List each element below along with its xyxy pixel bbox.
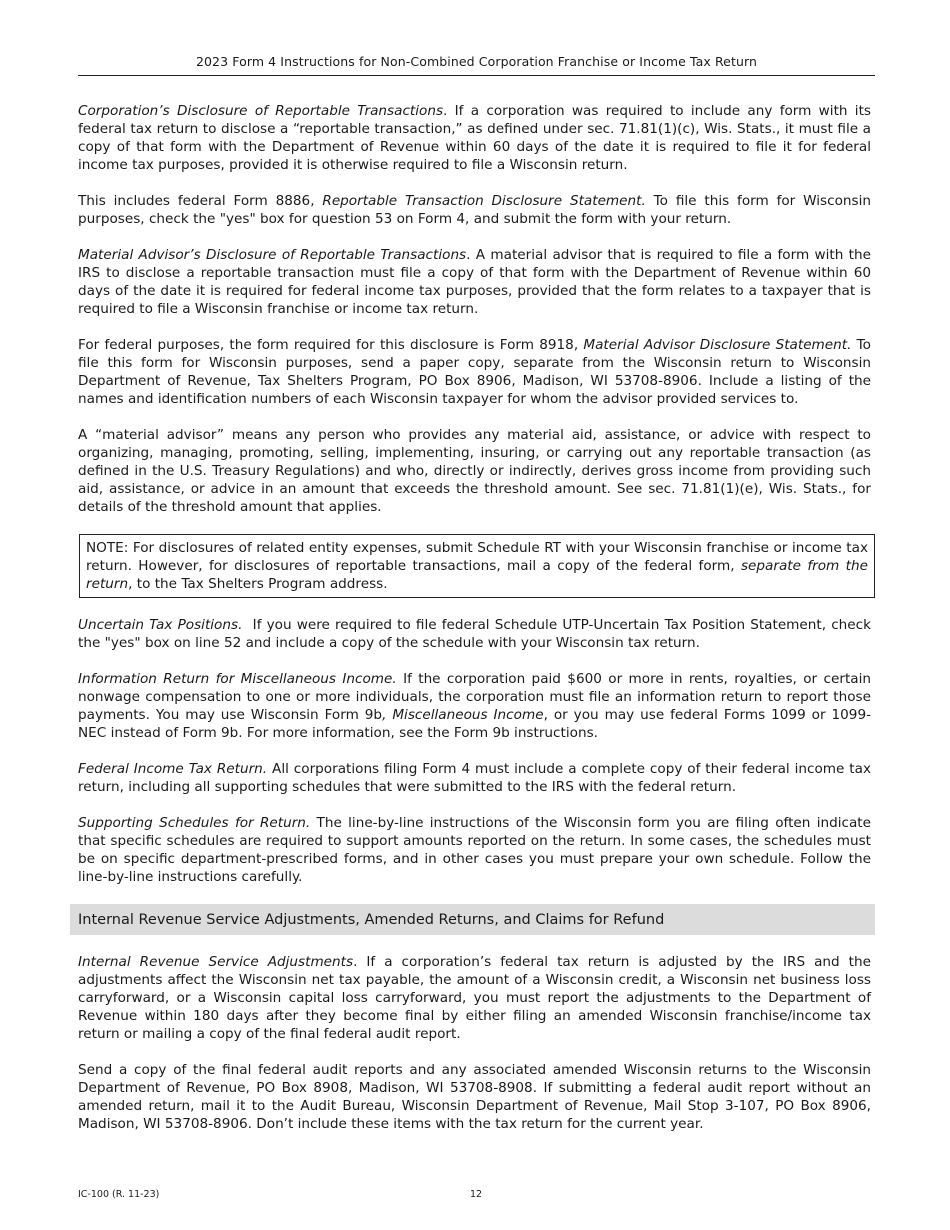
section-band-irs-adjustments: Internal Revenue Service Adjustments, Amended Returns, and Claims for Refund — [70, 904, 875, 935]
paragraph-information-return: Information Return for Miscellaneous Income. If the corporation paid $600 or more in rents, royalties, or certain nonwage compensation to one or more individuals, the corporation must file an information return to report those payments. You may use Wisconsin Form 9b, Miscellaneous Income, or you may use federal Forms 1099 or 1099-NEC instead of Form 9b. For more information, see the Form 9b instructions. — [78, 671, 871, 741]
heading-uncertain-tax-positions: Uncertain Tax Positions. — [78, 617, 243, 633]
header-rule — [78, 75, 875, 76]
paragraph-material-advisor: Material Advisor’s Disclosure of Reportable Transactions. A material advisor that is required to file a form with the IRS to disclose a reportable transaction must file a copy of that form with the Department of Revenue within 60 days of the date it is required for federal income tax purposes, provided that the form relates to a taxpayer that is required to file a Wisconsin franchise or income tax return. — [78, 247, 871, 317]
paragraph-form-8918: For federal purposes, the form required for this disclosure is Form 8918, Material Advisor Disclosure Statement. To file this form for Wisconsin purposes, send a paper copy, separate from the Wisconsin return to Wisconsin Department of Revenue, Tax Shelters Program, PO Box 8906, Madison, WI 53708-8906. Include a listing of the names and identification numbers of each Wisconsin taxpayer for whom the advisor provided services to. — [78, 337, 871, 407]
form-8918-title: Material Advisor Disclosure Statement. — [583, 337, 852, 353]
form-8886-title: Reportable Transaction Disclosure Statement. — [322, 193, 646, 209]
note-emphasis: separate from the return — [86, 558, 868, 592]
form-9b-title: , Miscellaneous Income — [382, 707, 544, 723]
heading-irs-adjustments: Internal Revenue Service Adjustments — [78, 954, 354, 970]
paragraph-form-8886: This includes federal Form 8886, Reportable Transaction Disclosure Statement. To file this form for Wisconsin purposes, check the "yes" box for question 53 on Form 4, and submit the form with your return. — [78, 193, 872, 227]
paragraph-uncertain-tax-positions: Uncertain Tax Positions. If you were required to file federal Schedule UTP-Uncertain Tax Position Statement, check the "yes" box on line 52 and include a copy of the schedule with your Wisconsin tax return. — [78, 617, 876, 651]
paragraph-federal-income-tax-return: Federal Income Tax Return. All corporations filing Form 4 must include a complete copy of their federal income tax return, including all supporting schedules that were submitted to the IRS with the federal return. — [78, 761, 871, 795]
page-header-title: 2023 Form 4 Instructions for Non-Combined Corporation Franchise or Income Tax Return — [195, 54, 758, 69]
paragraph-supporting-schedules: Supporting Schedules for Return. The line-by-line instructions of the Wisconsin form you are filing often indicate that specific schedules are required to support amounts reported on the return. In some cases, the schedules must be on specific department-prescribed forms, and in other cases you must prepare your own schedule. Follow the line-by-line instructions carefully. — [78, 815, 871, 885]
paragraph-material-advisor-definition: A “material advisor” means any person who provides any material aid, assistance, or advice with respect to organizing, managing, promoting, selling, implementing, insuring, or carrying out any reportable transaction (as defined in the U.S. Treasury Regulations) and who, directly or indirectly, derives gross income from providing such aid, assistance, or advice in an amount that exceeds the threshold amount. See sec. 71.81(1)(e), Wis. Stats., for details of the threshold amount that applies. — [78, 427, 871, 515]
footer-form-id: IC-100 (R. 11-23) — [78, 1189, 160, 1200]
heading-material-advisor: Material Advisor’s Disclosure of Reportable Transactions — [78, 247, 467, 263]
heading-reportable-transactions: Corporation’s Disclosure of Reportable Transactions — [78, 103, 444, 119]
paragraph-reportable-transactions: Corporation’s Disclosure of Reportable Transactions. If a corporation was required to include any form with its federal tax return to disclose a “reportable transaction,” as defined under sec. 71.81(1)(c), Wis. Stats., it must file a copy of that form with the Department of Revenue within 60 days of the date it is required to file it for federal income tax purposes, provided it is otherwise required to file a Wisconsin return. — [78, 103, 871, 173]
note-box: NOTE: For disclosures of related entity expenses, submit Schedule RT with your Wisconsin franchise or income tax return. However, for disclosures of reportable transactions, mail a copy of the federal form, separate from the return, to the Tax Shelters Program address. — [79, 534, 875, 598]
paragraph-irs-adjustments: Internal Revenue Service Adjustments. If a corporation’s federal tax return is adjusted by the IRS and the adjustments affect the Wisconsin net tax payable, the amount of a Wisconsin credit, a Wisconsin net business loss carryforward, or a Wisconsin capital loss carryforward, you must report the adjustments to the Department of Revenue within 180 days after they become final by either filing an amended Wisconsin franchise/income tax return or mailing a copy of the final federal audit report. — [78, 954, 871, 1042]
heading-information-return: Information Return for Miscellaneous Income. — [78, 671, 397, 687]
heading-federal-income-tax-return: Federal Income Tax Return. — [78, 761, 268, 777]
heading-supporting-schedules: Supporting Schedules for Return. — [78, 815, 311, 831]
document-body — [78, 102, 876, 1133]
paragraph-audit-reports: Send a copy of the final federal audit reports and any associated amended Wisconsin returns to the Wisconsin Department of Revenue, PO Box 8908, Madison, WI 53708-8908. If submitting a federal audit report without an amended return, mail it to the Audit Bureau, Wisconsin Department of Revenue, Mail Stop 3-107, PO Box 8906, Madison, WI 53708-8906. Don’t include these items with the tax return for the current year. — [78, 1062, 871, 1132]
footer-page-number: 12 — [470, 1189, 483, 1200]
